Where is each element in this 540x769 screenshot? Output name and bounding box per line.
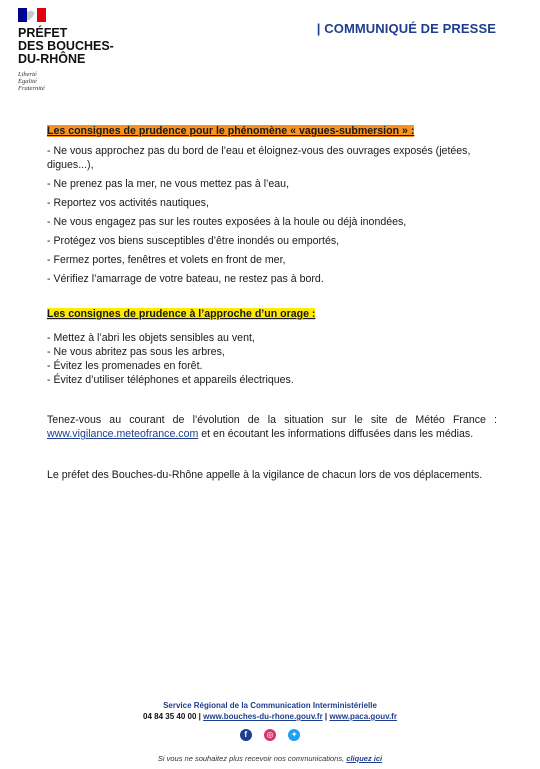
- devise: Liberté Égalité Fraternité: [18, 71, 45, 92]
- list-item: - Ne vous engagez pas sur les routes exposées à la houle ou déjà inondées,: [47, 216, 407, 228]
- marianne-flag-icon: [18, 8, 46, 22]
- list-item: - Mettez à l’abri les objets sensibles au vent,: [47, 332, 255, 344]
- list-item: - Ne prenez pas la mer, ne vous mettez pas à l’eau,: [47, 178, 290, 190]
- unsubscribe-link[interactable]: cliquez ici: [346, 754, 383, 763]
- footer-link-bouches-du-rhone[interactable]: www.bouches-du-rhone.gouv.fr: [203, 712, 323, 721]
- list-item: - Vérifiez l’amarrage de votre bateau, ne restez pas à bord.: [47, 273, 324, 285]
- paragraph-meteo: [47, 413, 497, 441]
- facebook-icon[interactable]: f: [240, 729, 252, 741]
- footer-separator: |: [196, 712, 204, 721]
- list-orage: [47, 331, 497, 387]
- footer: [0, 700, 540, 764]
- section-title-vagues: Les consignes de prudence pour le phénomène « vagues-submersion » :: [47, 125, 415, 137]
- meteo-text-after: et en écoutant les informations diffusées dans les médias.: [198, 428, 474, 440]
- social-icons: [0, 729, 540, 743]
- section-orage: [47, 307, 497, 387]
- section-title-orage: Les consignes de prudence à l’approche d’un orage :: [47, 308, 316, 320]
- prefet-name: PRÉFET DES BOUCHES- DU-RHÔNE: [18, 26, 114, 66]
- section-vagues-submersion: [47, 124, 497, 286]
- twitter-icon[interactable]: ✦: [288, 729, 300, 741]
- list-vagues: [47, 144, 497, 286]
- list-item: - Ne vous abritez pas sous les arbres,: [47, 346, 225, 358]
- press-release-label: | COMMUNIQUÉ DE PRESSE: [316, 21, 496, 36]
- list-item: - Évitez les promenades en forêt.: [47, 360, 203, 372]
- list-item: - Protégez vos biens susceptibles d’être inondés ou emportés,: [47, 235, 340, 247]
- list-item: - Ne vous approchez pas du bord de l’eau et éloignez-vous des ouvrages exposés (jetées, digues...),: [47, 145, 471, 171]
- vigilance-link[interactable]: www.vigilance.meteofrance.com: [47, 428, 199, 440]
- paragraph-prefet: Le préfet des Bouches-du-Rhône appelle à la vigilance de chacun lors de vos déplacements.: [47, 469, 483, 481]
- footer-service: Service Régional de la Communication Interministérielle: [163, 701, 377, 710]
- list-item: - Évitez d’utiliser téléphones et appareils électriques.: [47, 374, 294, 386]
- prefecture-logo: [18, 8, 138, 92]
- unsubscribe-text: Si vous ne souhaitez plus recevoir nos communications,: [157, 754, 347, 763]
- unsubscribe-line: [0, 753, 540, 764]
- footer-link-paca[interactable]: www.paca.gouv.fr: [329, 712, 397, 721]
- footer-separator: |: [322, 712, 330, 721]
- list-item: - Fermez portes, fenêtres et volets en front de mer,: [47, 254, 286, 266]
- header: [0, 0, 540, 100]
- footer-phone: 04 84 35 40 00: [143, 712, 197, 721]
- footer-contacts: [0, 711, 540, 722]
- meteo-text-before: Tenez-vous au courant de l’évolution de la situation sur le site de Météo France :: [47, 414, 497, 426]
- main-content: [47, 124, 497, 482]
- list-item: - Reportez vos activités nautiques,: [47, 197, 209, 209]
- instagram-icon[interactable]: ◎: [264, 729, 276, 741]
